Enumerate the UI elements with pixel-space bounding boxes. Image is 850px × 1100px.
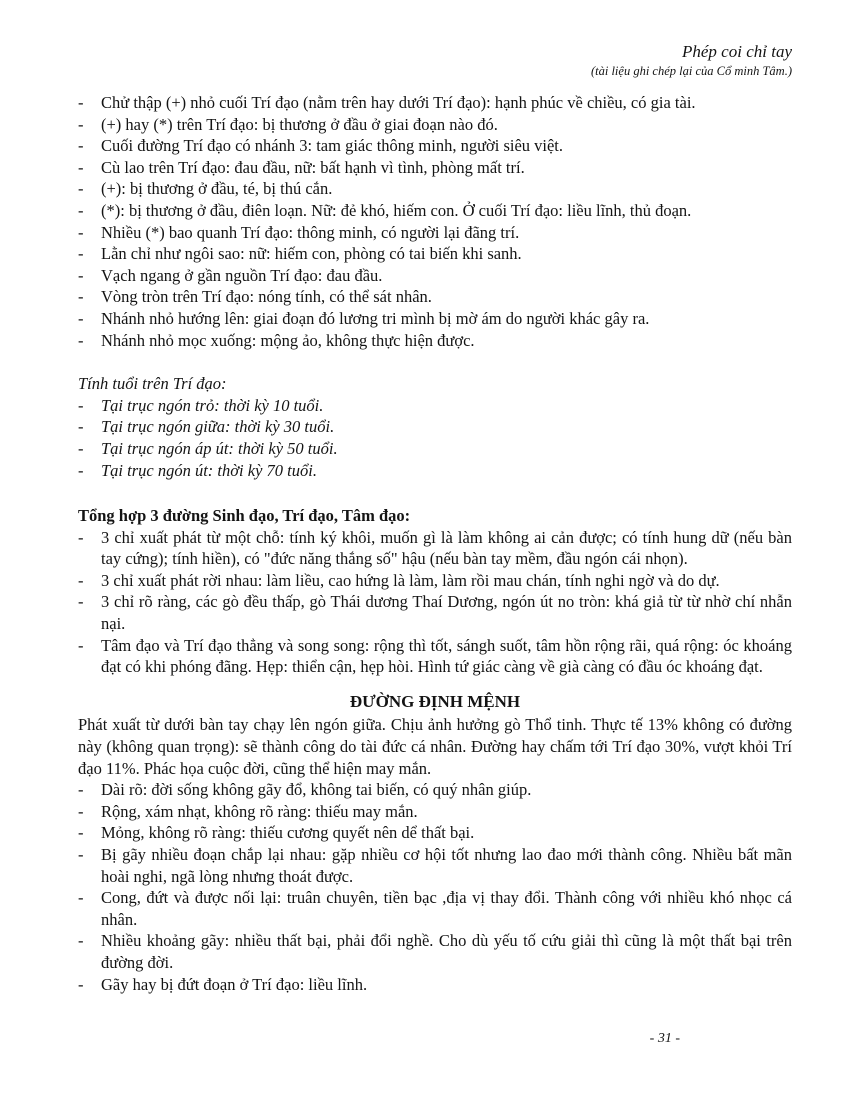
bullet-dash: - [78,287,84,307]
list-item [78,844,792,887]
list-item [78,330,792,352]
list-item [78,887,792,930]
list-item [78,779,792,801]
list-item-text: Tại trục ngón giữa: thời kỳ 30 tuổi. [101,417,335,437]
list-item [78,308,792,330]
list-item [78,635,792,678]
bullet-dash: - [78,888,84,908]
bullet-dash: - [78,330,84,350]
bullet-dash: - [78,114,84,134]
list-item-text: Bị gãy nhiều đoạn chắp lại nhau: gặp nhiều cơ hội tốt nhưng lao đao mới thành công. Nhiều bất mãn hoài nghi, ngã lòng nhưng thoát được. [101,845,792,886]
list-item-text: Nhiều khoảng gãy: nhiều thất bại, phải đổi nghề. Cho dù yếu tố cứu giải thì cũng là một thất bại trên đường đời. [101,931,792,972]
list-item [78,527,792,570]
bullet-dash: - [78,801,84,821]
bullet-dash: - [78,635,84,655]
bullet-dash: - [78,200,84,220]
list-item [78,591,792,634]
list-item-text: Chử thập (+) nhỏ cuối Trí đạo (nằm trên hay dưới Trí đạo): hạnh phúc về chiều, có gia tài. [101,93,696,112]
bullet-dash: - [78,417,84,437]
list-item [78,157,792,179]
list-item [78,570,792,592]
section-heading-destiny: ĐƯỜNG ĐỊNH MỆNH [349,691,521,711]
bullet-dash: - [78,93,84,112]
destiny-list [78,779,792,995]
list-item-text: (+): bị thương ở đầu, té, bị thú cắn. [101,179,333,199]
list-item-text: Cuối đường Trí đạo có nhánh 3: tam giác thông minh, người siêu việt. [101,136,564,156]
list-item [78,974,792,996]
list-item-text: Tại trục ngón út: thời kỳ 70 tuổi. [101,460,317,480]
list-item-text: Cong, đứt và được nối lại: truân chuyên, tiền bạc ,địa vị thay đổi. Thành công với nhiều khó nhọc cá nhân. [101,888,792,929]
bullet-dash: - [78,136,84,156]
bullet-dash: - [78,179,84,199]
list-item-text: Vòng tròn trên Trí đạo: nóng tính, có thể sát nhân. [101,287,432,307]
list-item [78,801,792,823]
destiny-section [78,691,792,995]
list-item-text: Nhánh nhỏ mọc xuống: mộng ảo, không thực hiện được. [101,330,475,350]
list-item-text: Cù lao trên Trí đạo: đau đầu, nữ: bất hạnh vì tình, phòng mất trí. [101,157,525,177]
age-list [78,395,792,481]
list-item-text: Vạch ngang ở gần nguồn Trí đạo: đau đầu. [101,265,383,285]
age-section [78,373,792,481]
bullet-dash: - [78,438,84,458]
bullet-dash: - [78,592,84,612]
list-item [78,930,792,973]
bullet-dash: - [78,527,84,547]
bullet-dash: - [78,395,84,415]
list-item [78,222,792,244]
list-item-text: Mỏng, không rõ ràng: thiếu cương quyết nên dể thất bại. [101,823,475,843]
list-item-text: Rộng, xám nhạt, không rõ ràng: thiếu may mắn. [101,801,418,821]
list-item-text: Tại trục ngón áp út: thời kỳ 50 tuổi. [101,438,338,458]
list-item [78,438,792,460]
list-item-text: Nhánh nhỏ hướng lên: giai đoạn đó lương tri mình bị mờ ám do người khác gây ra. [101,308,650,328]
list-item-text: Tại trục ngón trỏ: thời kỳ 10 tuổi. [101,395,324,415]
bullet-dash: - [78,974,84,994]
list-item [78,416,792,438]
section-heading-age: Tính tuổi trên Trí đạo: [78,374,227,394]
bullet-dash: - [78,931,84,951]
bullet-dash: - [78,157,84,177]
bullet-dash: - [78,780,84,800]
document-subtitle: (tài liệu ghi chép lại của Cổ minh Tâm.) [590,64,792,78]
list-item-text: 3 chỉ rõ ràng, các gò đều thấp, gò Thái dương Thaí Dương, ngón út no tròn: khá giả từ từ nhờ chí nhẫn nại. [101,592,792,634]
list-item-text: Gãy hay bị đứt đoạn ở Trí đạo: liều lĩnh. [101,974,368,994]
list-item [78,265,792,287]
list-item [78,135,792,157]
bullet-dash: - [78,460,84,480]
page-number: - 31 - [649,1031,680,1046]
page-content [78,42,792,995]
bullet-dash: - [78,308,84,328]
list-item-text: Lằn chỉ như ngôi sao: nữ: hiếm con, phòng có tai biến khi sanh. [101,244,522,264]
intro-paragraph: Phát xuất từ dưới bàn tay chạy lên ngón giữa. Chịu ảnh hưởng gò Thổ tinh. Thực tế 13% không có đường này (không quan trọng): sẽ thành công do tài đức cá nhân. Đường hay chấm tới Trí đạo 30%, vượt khỏi Trí đạo 11%. Phác họa cuộc đời, cũng thể hiện may mắn. [78,715,792,778]
document-title: Phép coi chỉ tay [682,42,792,61]
list-item-text: (+) hay (*) trên Trí đạo: bị thương ở đầu ở giai đoạn nào đó. [101,114,498,134]
list-item-text: (*): bị thương ở đầu, điên loạn. Nữ: đẻ khó, hiếm con. Ở cuối Trí đạo: liều lĩnh, thủ đoạn. [101,200,692,220]
list-item-text: 3 chỉ xuất phát rời nhau: làm liều, cao hứng là làm, làm rồi mau chán, tính nghi ngờ và do dự. [101,570,720,590]
list-item [78,822,792,844]
list-item-text: Dài rõ: đời sống không gãy đổ, không tai biến, có quý nhân giúp. [101,780,532,800]
bullet-dash: - [78,222,84,242]
list-item [78,286,792,308]
list-item [78,460,792,482]
bullet-dash: - [78,823,84,843]
list-item [78,243,792,265]
bullet-dash: - [78,265,84,285]
list-item-text: 3 chỉ xuất phát từ một chỗ: tính ký khôi, muốn gì là làm không ai cản được; có tính hung dữ (nếu bàn tay cứng); tính hiền), có "đức năng thắng số" hậu (nếu bàn tay mềm, đầu ngón cái nhọn). [101,527,792,569]
bullet-dash: - [78,244,84,264]
page-header [78,42,792,79]
list-item-text: Tâm đạo và Trí đạo thẳng và song song: rộng thì tốt, sángh suốt, tâm hồn rộng rãi, quá rộng: óc khoáng đạt có khi phóng đãng. Hẹp: thiển cận, hẹp hòi. Hình tứ giác càng về già càng có đầu óc khoáng đạt. [101,635,792,677]
list-item [78,395,792,417]
list-item [78,114,792,136]
bullet-dash: - [78,570,84,590]
list-item-text: Nhiều (*) bao quanh Trí đạo: thông minh, có người lại đãng trí. [101,222,520,242]
tri-dao-signs-list [78,92,792,351]
section-heading-summary: Tổng hợp 3 đường Sinh đạo, Trí đạo, Tâm đạo: [78,506,411,526]
bullet-dash: - [78,845,84,864]
list-item [78,178,792,200]
summary-section [78,505,792,678]
summary-list [78,527,792,678]
list-item [78,200,792,222]
list-item [78,92,792,114]
